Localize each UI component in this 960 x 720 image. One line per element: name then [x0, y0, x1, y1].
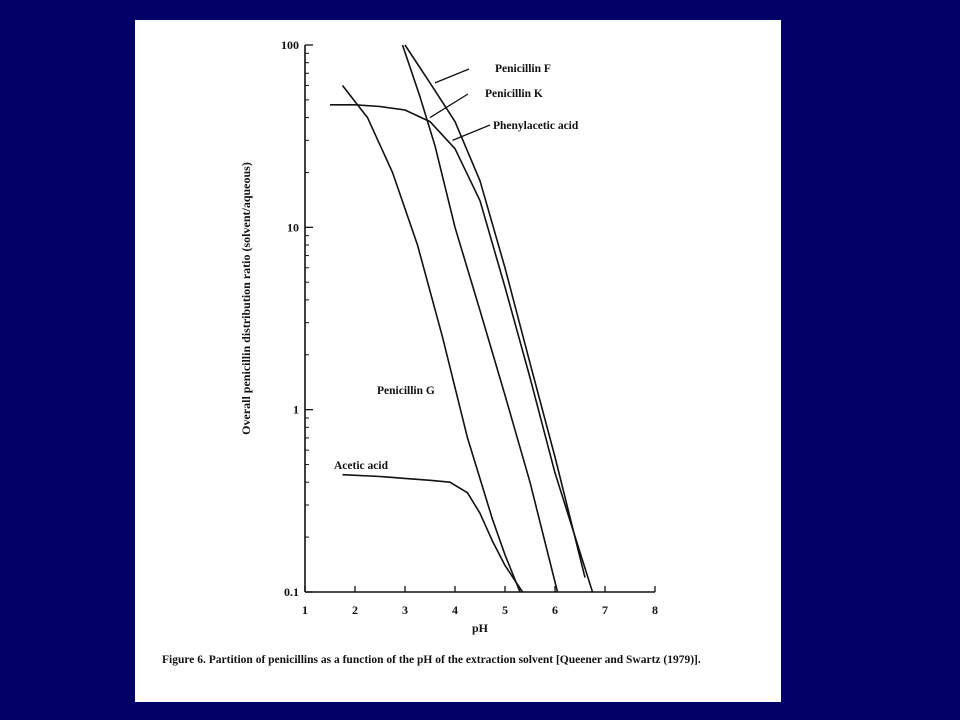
series-line-penicillin-g — [343, 86, 521, 593]
x-tick-label: 4 — [452, 603, 458, 617]
x-tick-label: 5 — [502, 603, 508, 617]
label-penicillin-g: Penicillin G — [377, 385, 435, 397]
x-tick-label: 6 — [552, 603, 558, 617]
figure-panel — [135, 20, 781, 702]
x-axis-title: pH — [471, 621, 489, 635]
leader-line-penicillin-k — [430, 94, 468, 118]
label-phenylacetic-acid: Phenylacetic acid — [493, 120, 579, 132]
label-penicillin-k: Penicillin K — [485, 88, 543, 100]
y-axis-title: Overall penicillin distribution ratio (solvent/aqueous) — [239, 162, 253, 435]
x-tick-label: 3 — [402, 603, 408, 617]
label-penicillin-f: Penicillin F — [495, 63, 551, 75]
y-tick-label: 1 — [293, 402, 299, 417]
figure-caption: Figure 6. Partition of penicillins as a function of the pH of the extraction solvent [Queener and Swartz (1979)]. — [162, 654, 701, 666]
partition-chart — [135, 20, 781, 702]
x-tick-label: 8 — [652, 603, 658, 617]
y-tick-label: 0.1 — [284, 585, 299, 599]
y-tick-label: 10 — [287, 220, 299, 235]
series-line-phenylacetic-acid — [330, 105, 593, 592]
x-tick-label: 2 — [352, 603, 358, 617]
leader-line-penicillin-f — [435, 69, 469, 83]
label-acetic-acid: Acetic acid — [334, 460, 388, 472]
y-tick-label: 100 — [281, 38, 299, 52]
x-tick-label: 7 — [602, 603, 608, 617]
series-line-acetic-acid — [343, 475, 523, 592]
x-tick-label: 1 — [302, 603, 308, 617]
